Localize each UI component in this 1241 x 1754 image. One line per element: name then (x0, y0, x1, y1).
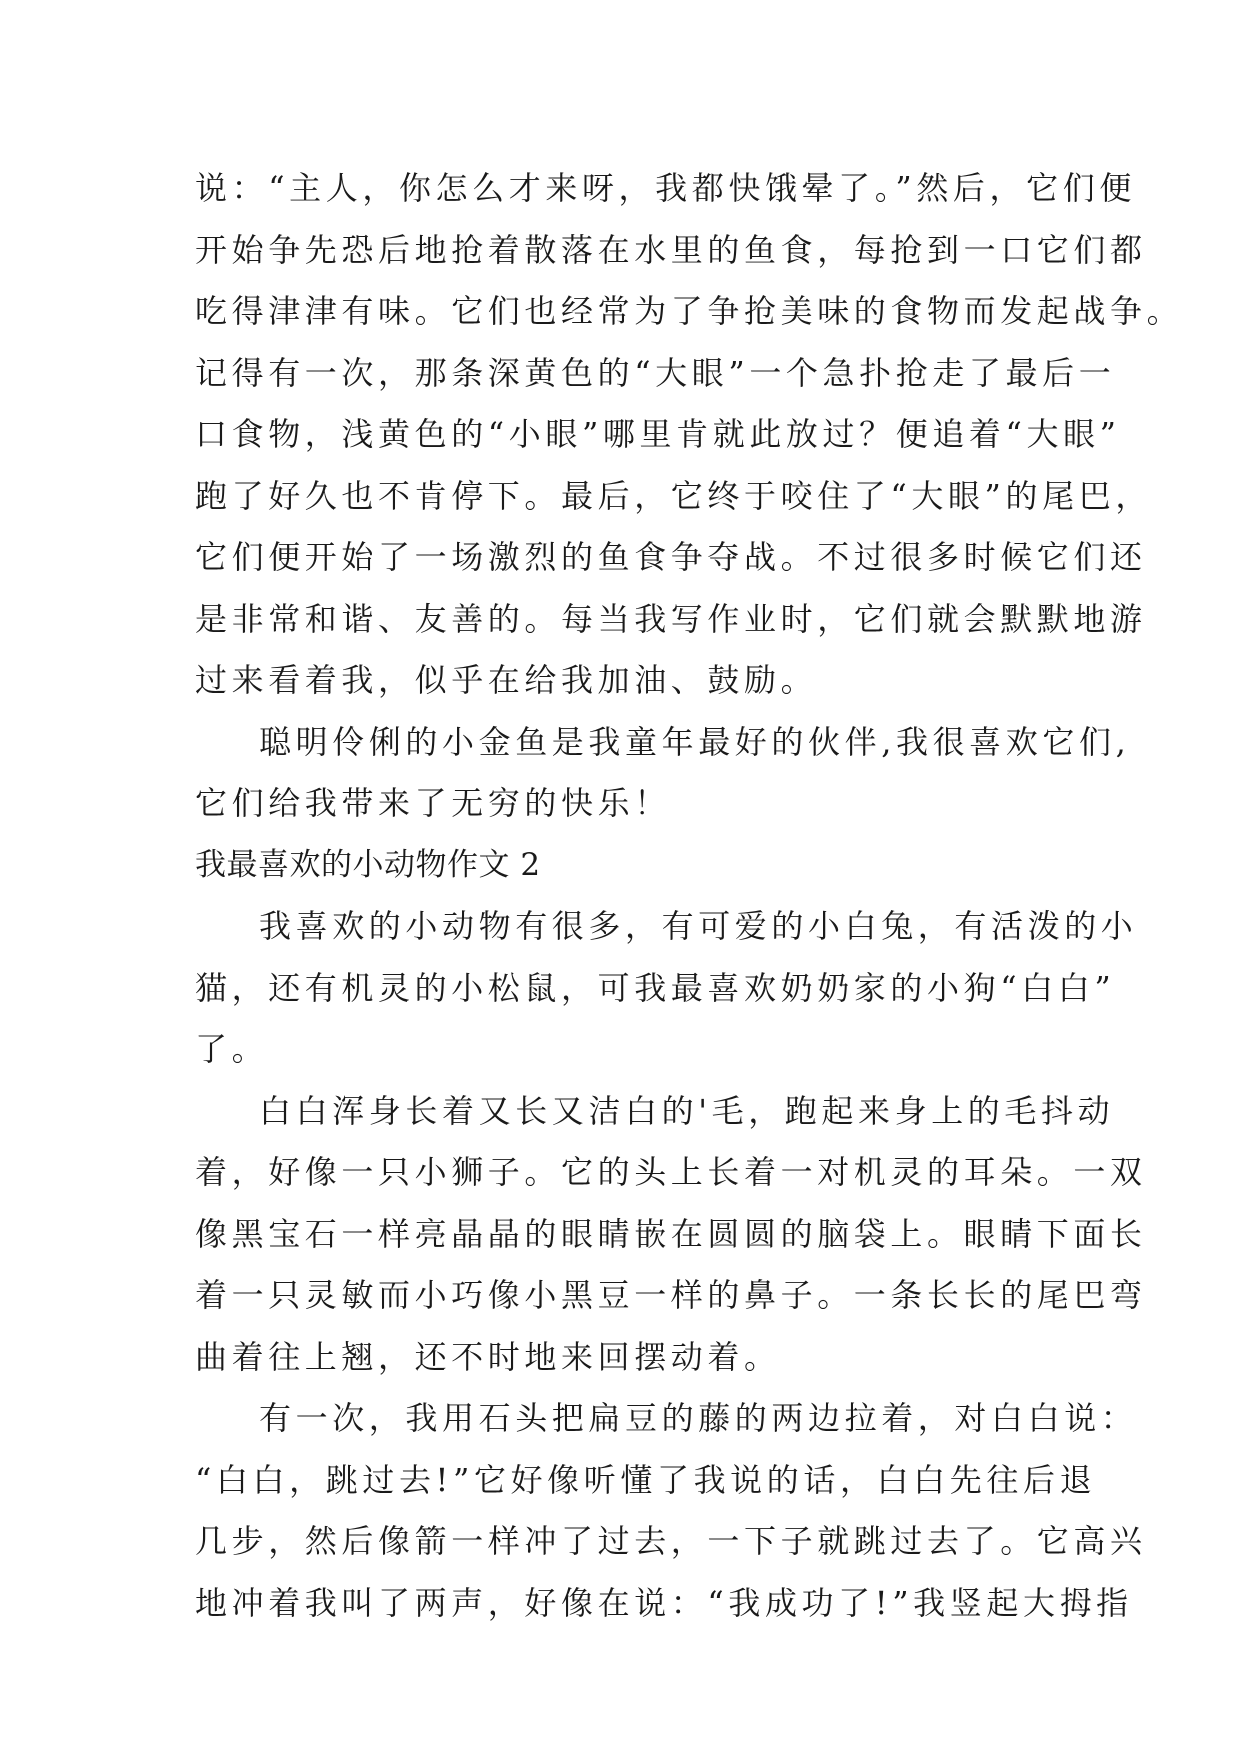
text-line: 着，好像一只小狮子。它的头上长着一对机灵的耳朵。一双 (195, 1153, 1147, 1191)
paragraph-first-line: 聪明伶俐的小金鱼是我童年最好的伙伴,我很喜欢它们, (259, 722, 1131, 761)
text-line: 是非常和谐、友善的。每当我写作业时，它们就会默默地游 (195, 599, 1147, 638)
document-body (195, 158, 1184, 1634)
text-line: 吃得津津有味。它们也经常为了争抢美味的食物而发起战争。 (195, 292, 1184, 330)
paragraph-first-line: 有一次，我用石头把扁豆的藤的两边拉着，对白白说： (259, 1399, 1138, 1437)
paragraph-first-line: 白白浑身长着又长又洁白的'毛，跑起来身上的毛抖动 (259, 1091, 1115, 1130)
text-line: 几步，然后像箭一样冲了过去，一下子就跳过去了。它高兴 (195, 1522, 1147, 1560)
text-line: 地冲着我叫了两声，好像在说：“我成功了!”我竖起大拇指 (195, 1583, 1133, 1622)
text-line: 说：“主人，你怎么才来呀，我都快饿晕了。”然后，它们便 (195, 169, 1136, 207)
text-line: 着一只灵敏而小巧像小黑豆一样的鼻子。一条长长的尾巴弯 (195, 1276, 1147, 1314)
text-line: 了。 (195, 1030, 269, 1068)
text-line: 开始争先恐后地抢着散落在水里的鱼食，每抢到一口它们都 (195, 230, 1147, 269)
text-line: 记得有一次，那条深黄色的“大眼”一个急扑抢走了最后一 (195, 353, 1116, 392)
paragraph-first-line: 我喜欢的小动物有很多，有可爱的小白兔，有活泼的小 (259, 907, 1138, 945)
text-line: “白白，跳过去!”它好像听懂了我说的话，白白先往后退 (195, 1460, 1097, 1499)
text-line: 口食物，浅黄色的“小眼”哪里肯就此放过？便追着“大眼” (195, 415, 1121, 453)
section-heading: 我最喜欢的小动物作文 2 (195, 846, 541, 883)
text-line: 猫，还有机灵的小松鼠，可我最喜欢奶奶家的小狗“白白” (195, 968, 1116, 1007)
text-line: 跑了好久也不肯停下。最后，它终于咬住了“大眼”的尾巴， (195, 476, 1152, 515)
text-line: 它们便开始了一场激烈的鱼食争夺战。不过很多时候它们还 (195, 538, 1147, 576)
text-line: 曲着往上翘，还不时地来回摆动着。 (195, 1337, 781, 1376)
text-line: 过来看着我，似乎在给我加油、鼓励。 (195, 661, 818, 699)
text-line: 它们给我带来了无穷的快乐！ (195, 784, 671, 822)
text-line: 像黑宝石一样亮晶晶的眼睛嵌在圆圆的脑袋上。眼睛下面长 (195, 1214, 1147, 1253)
